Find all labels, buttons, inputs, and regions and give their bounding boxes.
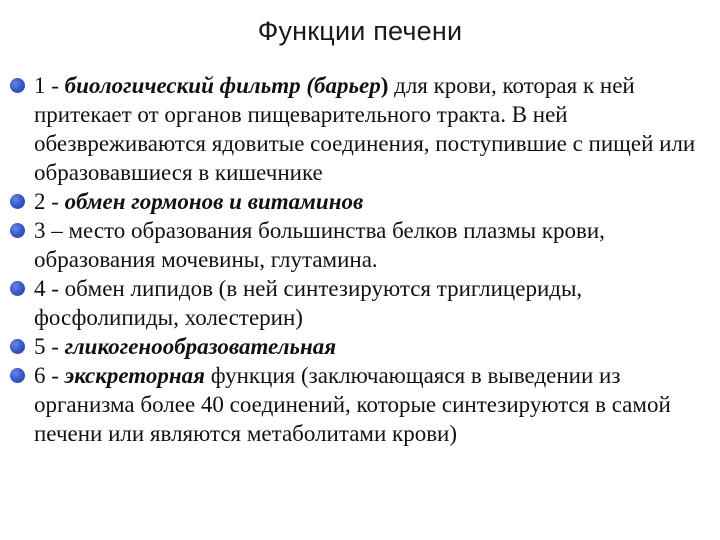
item-text: для крови, которая к ней притекает от органов пищеварительного тракта. В ней обезвреживаются ядовитые соединения, поступившие с пищей или образовавшиеся в кишечнике — [34, 73, 696, 185]
item-emphasis: гликогенообразовательная — [64, 334, 337, 359]
bullet-icon — [10, 223, 25, 238]
item-paren: ) — [380, 73, 389, 98]
list-item-1 — [10, 71, 714, 187]
item-number: 1 - — [34, 73, 65, 98]
item-text: обмен липидов (в ней синтезируются триглицериды, фосфолипиды, холестерин) — [34, 276, 583, 330]
bullet-icon — [10, 368, 25, 383]
list-item-4 — [10, 274, 714, 332]
item-emphasis: биологический фильтр (барьер — [64, 73, 381, 98]
list-item-3 — [10, 216, 714, 274]
bullet-icon — [10, 194, 25, 209]
item-number: 3 – — [34, 218, 69, 243]
item-number: 6 - — [34, 363, 65, 388]
list-item-5 — [10, 332, 714, 361]
slide-title: Функции печени — [257, 16, 463, 46]
bullet-icon — [10, 78, 25, 93]
functions-list — [10, 71, 714, 448]
item-emphasis: обмен гормонов и витаминов — [64, 189, 364, 214]
item-number: 2 - — [34, 189, 65, 214]
bullet-icon — [10, 281, 25, 296]
item-text: место образования большинства белков плазмы крови, образования мочевины, глутамина. — [34, 218, 605, 272]
list-item-6 — [10, 361, 714, 448]
item-number: 5 - — [34, 334, 65, 359]
item-emphasis: экскреторная — [64, 363, 205, 388]
item-number: 4 - — [34, 276, 65, 301]
item-text: функция (заключающаяся в выведении из организма более 40 соединений, которые синтезируются в самой печени или являются метаболитами крови) — [34, 363, 671, 446]
bullet-icon — [10, 339, 25, 354]
list-item-2 — [10, 187, 714, 216]
